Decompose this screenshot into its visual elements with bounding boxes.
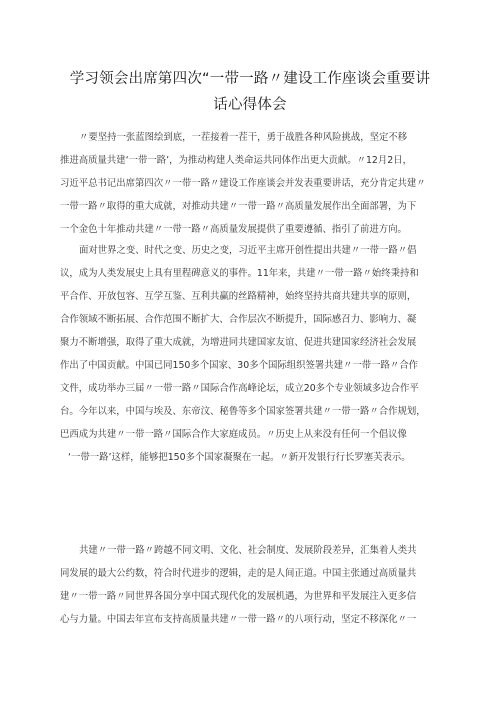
paragraph-2 [60,239,440,469]
text-line: 面对世界之变、时代之变、历史之变，习近平主席开创性提出共建〃一带一路〃倡 [79,245,417,256]
text-line: 一带一路〃取得的重大成就，对推动共建〃一带一路〃高质量发展作出全面部署，为下 [60,201,417,212]
text-line: 一个金色十年推动共建〃一带一路〃高质量发展提供了重要遵循、指引了前进方向。 [60,224,407,235]
text-line: 议，成为人类发展史上具有里程碑意义的事件。11年来，共建〃一带一路〃始终秉持和 [60,268,419,279]
text-line: 平合作、开放包容、互学互鉴、互利共赢的丝路精神，始终坚持共商共建共享的原则， [60,291,417,302]
text-line: 习近平总书记出席第四次〃一带一路〃建设工作座谈会并发表重要讲话，充分肯定共建〃 [60,178,426,189]
text-line: 推进高质量共建‘一带一路’，为推动构建人类命运共同体作出更大贡献。〃12月2日， [60,155,412,166]
paragraph-1 [60,126,440,241]
text-line: 共建〃一带一路〃跨越不同文明、文化、社会制度、发展阶段差异，汇集着人类共 [79,545,417,556]
text-line: 〃要坚持一张蓝图绘到底，一茬接着一茬干，勇于战胜各种风险挑战，坚定不移 [79,132,408,143]
text-line: ‘一带一路’这样，能够把150多个国家凝聚在一起。〃新开发银行行长罗塞芙表示。 [68,452,411,463]
text-line: 巴西成为共建〃一带一路〃国际合作大家庭成员。〃历史上从来没有任何一个倡议像 [60,429,407,440]
text-line: 聚力不断增强，取得了重大成就，为增进同共建国家友谊、促进共建国家经济社会发展 [60,337,417,348]
text-line: 台。今年以来，中国与埃及、东帝汶、秘鲁等多个国家签署共建〃一带一路〃合作规划， [60,406,426,417]
title-line: 学习领会出席第四次“一带一路〃建设工作座谈会重要讲 [69,71,431,87]
paragraph-3 [60,539,440,631]
text-line: 心与力量。中国去年宣布支持高质量共建〃一带一路〃的八项行动，坚定不移深化〃一 [60,614,417,625]
text-line: 建〃一带一路〃同世界各国分享中国式现代化的发展机遇，为世界和平发展注入更多信 [60,591,417,602]
text-line: 同发展的最大公约数，符合时代进步的逻辑，走的是人间正道。中国主张通过高质量共 [60,568,417,579]
text-line: 文件，成功举办三届〃一带一路〃国际合作高峰论坛，成立20多个专业领域多边合作平 [60,383,419,394]
title-line: 话心得体会 [213,97,287,113]
document-title [60,66,440,118]
text-line: 作出了中国贡献。中国已同150多个国家、30多个国际组织签署共建〃一带一路〃合作 [60,360,418,371]
text-line: 合作领域不断拓展、合作范围不断扩大、合作层次不断提升，国际感召力、影响力、凝 [60,314,417,325]
